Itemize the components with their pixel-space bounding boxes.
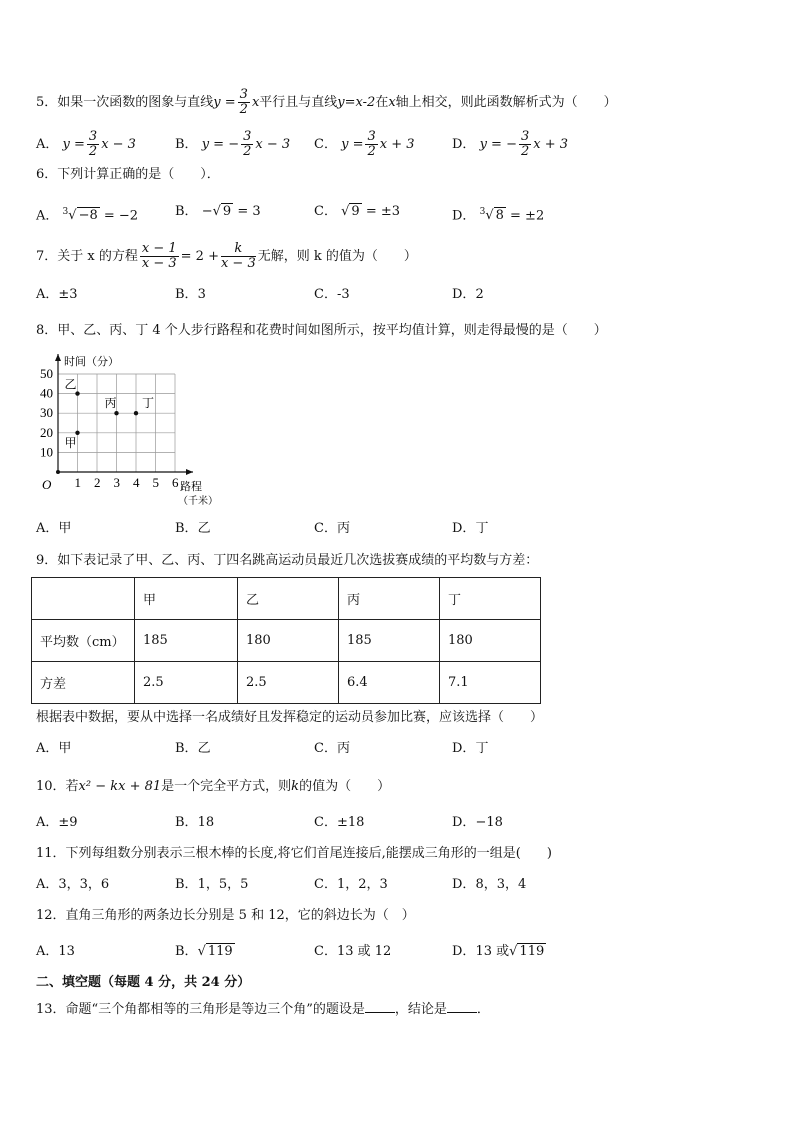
option-d[interactable]: D．丁	[452, 741, 489, 756]
table-row	[32, 620, 541, 662]
x-tick-label: 3	[113, 475, 120, 490]
option-d[interactable]: D．8，3，4	[452, 877, 527, 892]
question-13-stem: 13．命题“三个角都相等的三角形是等边三个角”的题设是 ，结论是 ．	[36, 1002, 490, 1017]
y-axis-arrow	[55, 354, 61, 361]
answer-blank-conclusion[interactable]	[447, 1012, 477, 1013]
walk-time-chart	[30, 348, 230, 510]
chart-points	[56, 378, 154, 474]
table-cell: 180	[238, 620, 339, 662]
point-label: 丙	[104, 396, 117, 411]
y-tick-label: 20	[40, 424, 53, 440]
option-b[interactable]: B． y = − $\frac{3}{2}$ x − 3	[175, 129, 291, 159]
option-c[interactable]: C．丙	[314, 741, 350, 756]
option-b[interactable]: B．乙	[175, 521, 211, 536]
table-cell: 6.4	[339, 662, 440, 704]
option-c[interactable]: C．1，2，3	[314, 877, 388, 892]
table-cell: 185	[135, 620, 238, 662]
table-cell: 丁	[440, 578, 541, 620]
option-c[interactable]: C． √ 9 = ±3	[314, 204, 401, 219]
point-label: 乙	[64, 377, 77, 392]
option-d[interactable]: D． $^3$√ 8 = ±2	[452, 207, 545, 224]
option-d[interactable]: D．丁	[452, 521, 489, 536]
option-d[interactable]: D． y = − $\frac{3}{2}$ x + 3	[452, 129, 569, 159]
table-cell: 7.1	[440, 662, 541, 704]
x-tick-label: 6	[172, 475, 179, 490]
option-b[interactable]: B．乙	[175, 741, 211, 756]
option-a[interactable]: A． y = $\frac{3}{2}$ x − 3	[36, 129, 136, 159]
data-point	[114, 411, 118, 415]
option-a[interactable]: A． $^3$√ −8 = −2	[36, 207, 139, 224]
x-axis-label: 路程	[180, 481, 202, 493]
x-tick-label: 4	[133, 475, 140, 490]
x-axis-arrow	[186, 469, 193, 475]
option-c[interactable]: C．13 或 12	[314, 944, 392, 959]
scores-table	[31, 577, 541, 704]
option-d[interactable]: D．−18	[452, 815, 503, 830]
table-cell: 平均数（cm）	[32, 620, 135, 662]
question-12-stem: 12．直角三角形的两条边长分别是 5 和 12，它的斜边长为（ ）	[36, 908, 415, 923]
point-label: 丁	[142, 396, 155, 411]
section-heading: 二、填空题（每题 4 分，共 24 分）	[36, 975, 251, 990]
option-a[interactable]: A．±3	[36, 287, 78, 302]
x-axis-unit: （千米）	[178, 496, 218, 507]
question-10-stem: 10．若x² − kx + 81是一个完全平方式，则k的值为（ ）	[36, 779, 391, 794]
table-cell: 2.5	[135, 662, 238, 704]
data-point	[75, 391, 79, 395]
option-b[interactable]: B．18	[175, 815, 215, 830]
table-row	[32, 662, 541, 704]
table-cell	[32, 578, 135, 620]
option-a[interactable]: A．甲	[36, 521, 72, 536]
y-tick-label: 50	[40, 366, 53, 381]
chart-axes	[55, 354, 193, 475]
table-header-row	[32, 578, 541, 620]
x-tick-label: 5	[152, 475, 159, 490]
question-9-stem: 9．如下表记录了甲、乙、丙、丁四名跳高运动员最近几次选拔赛成绩的平均数与方差：	[36, 553, 539, 568]
x-tick-label: 2	[94, 475, 101, 490]
option-b[interactable]: B．1，5，5	[175, 877, 249, 892]
y-tick-label: 40	[40, 385, 53, 401]
table-cell: 方差	[32, 662, 135, 704]
option-a[interactable]: A．13	[36, 944, 75, 959]
option-b[interactable]: B．3	[175, 287, 206, 302]
data-point	[75, 431, 79, 435]
x-tick-label: 1	[74, 475, 81, 490]
option-c[interactable]: C．±18	[314, 815, 365, 830]
table-cell: 乙	[238, 578, 339, 620]
option-a[interactable]: A．3，3，6	[36, 877, 110, 892]
question-7-stem: 7．关于 x 的方程 $\frac{x - 1}{x - 3}$ = 2 + $\frac{k}{x - 3}$ 无解，则 k 的值为（ ）	[36, 241, 417, 271]
option-d[interactable]: D．13 或√ 119	[452, 944, 545, 959]
question-6-stem: 6．下列计算正确的是（ ）．	[36, 167, 220, 182]
option-c[interactable]: C．-3	[314, 287, 350, 302]
option-a[interactable]: A．甲	[36, 741, 72, 756]
table-cell: 185	[339, 620, 440, 662]
option-b[interactable]: B． −√ 9 = 3	[175, 204, 261, 219]
option-d[interactable]: D．2	[452, 287, 484, 302]
origin-point	[56, 470, 60, 474]
question-9-followup: 根据表中数据，要从中选择一名成绩好且发挥稳定的运动员参加比赛，应该选择（ ）	[36, 710, 544, 725]
table-cell: 180	[440, 620, 541, 662]
point-label: 甲	[64, 435, 77, 450]
question-11-stem: 11．下列每组数分别表示三根木棒的长度,将它们首尾连接后,能摆成三角形的一组是( )	[36, 846, 552, 861]
option-a[interactable]: A．±9	[36, 815, 78, 830]
data-point	[134, 411, 138, 415]
option-c[interactable]: C．丙	[314, 521, 350, 536]
y-axis-label: 时间（分）	[64, 356, 119, 368]
table-cell: 2.5	[238, 662, 339, 704]
question-8-stem: 8．甲、乙、丙、丁 4 个人步行路程和花费时间如图所示，按平均值计算，则走得最慢的是（ ）	[36, 323, 607, 338]
origin-label: O	[42, 477, 52, 492]
y-tick-label: 10	[40, 444, 53, 460]
question-5-stem: 5．如果一次函数的图象与直线y = $\frac{3}{2}$ x平行且与直线y=x-2在x轴上相交，则此函数解析式为（ ）	[36, 87, 617, 117]
table-cell: 甲	[135, 578, 238, 620]
table-cell: 丙	[339, 578, 440, 620]
option-c[interactable]: C． y = $\frac{3}{2}$ x + 3	[314, 129, 415, 159]
chart-ticks	[40, 366, 179, 490]
y-tick-label: 30	[40, 405, 53, 421]
option-b[interactable]: B．√ 119	[175, 944, 233, 959]
answer-blank-premise[interactable]	[365, 1012, 395, 1013]
